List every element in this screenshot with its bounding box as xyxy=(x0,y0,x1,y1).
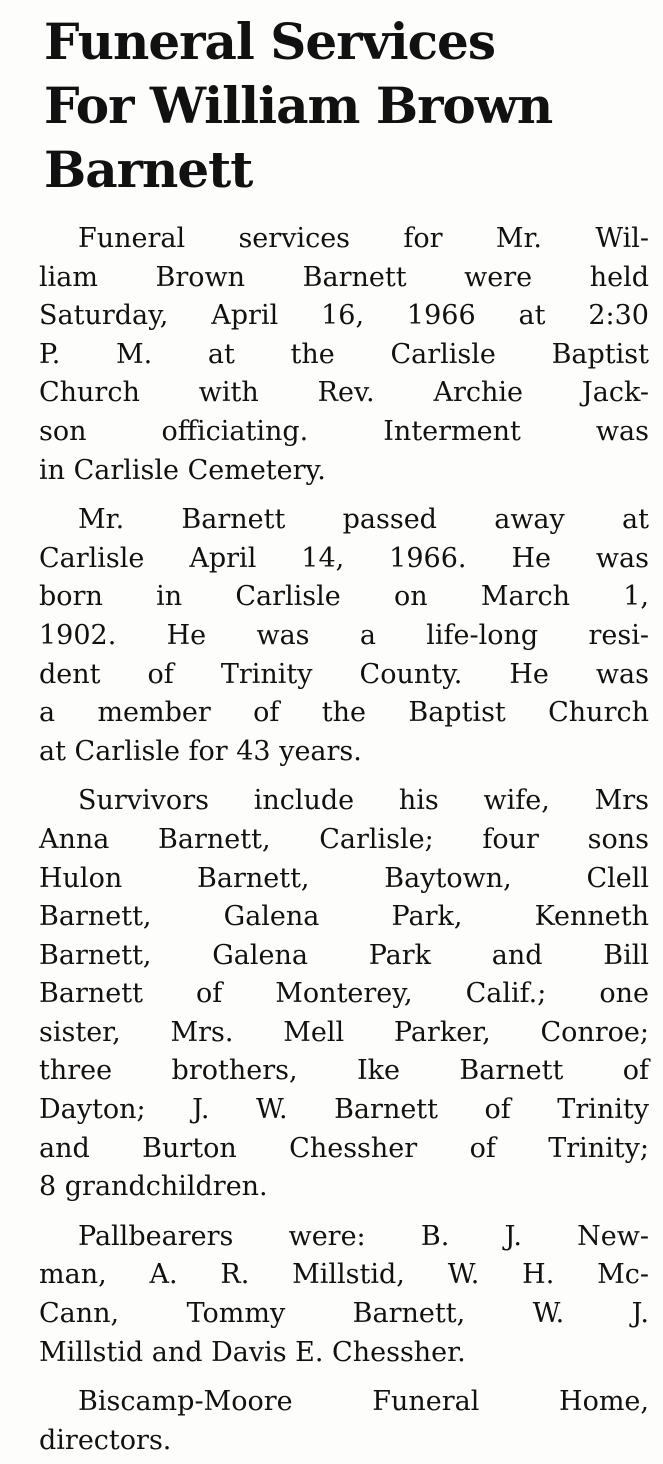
text-line: in Carlisle Cemetery. xyxy=(39,454,326,486)
text-line: and Burton Chessher of Trinity; xyxy=(39,1132,649,1164)
article-body xyxy=(39,220,649,1460)
text-line: Funeral services for Mr. Wil- xyxy=(78,223,649,254)
paragraph-directors xyxy=(39,1383,649,1460)
text-line: Dayton; J. W. Barnett of Trinity xyxy=(39,1094,649,1126)
text-line: Barnett, Galena Park and Bill xyxy=(39,939,649,971)
paragraph-services xyxy=(39,220,649,490)
text-line: Carlisle April 14, 1966. He was xyxy=(39,542,649,574)
text-line: Barnett, Galena Park, Kenneth xyxy=(39,901,649,933)
text-line: son officiating. Interment was xyxy=(39,415,649,447)
text-line: Cann, Tommy Barnett, W. J. xyxy=(39,1298,649,1330)
text-line: born in Carlisle on March 1, xyxy=(39,581,649,613)
text-line: Church with Rev. Archie Jack- xyxy=(39,377,649,409)
text-line: 1902. He was a life-long resi- xyxy=(39,619,649,651)
text-line: Millstid and Davis E. Chessher. xyxy=(39,1336,466,1368)
text-line: sister, Mrs. Mell Parker, Conroe; xyxy=(39,1016,649,1048)
paragraph-survivors xyxy=(39,782,649,1207)
headline-line: Barnett xyxy=(44,140,253,199)
text-line: Saturday, April 16, 1966 at 2:30 xyxy=(39,300,649,332)
text-line: at Carlisle for 43 years. xyxy=(39,735,362,767)
text-line: Barnett of Monterey, Calif.; one xyxy=(39,978,649,1010)
headline xyxy=(44,10,654,202)
text-line: dent of Trinity County. He was xyxy=(39,658,649,690)
text-line: Biscamp-Moore Funeral Home, xyxy=(78,1386,649,1418)
text-line: Mr. Barnett passed away at xyxy=(78,504,649,536)
text-line: directors. xyxy=(39,1424,172,1456)
text-line: Anna Barnett, Carlisle; four sons xyxy=(39,823,649,855)
paragraph-death xyxy=(39,501,649,771)
text-line: Hulon Barnett, Baytown, Clell xyxy=(39,862,649,894)
text-line: man, A. R. Millstid, W. H. Mc- xyxy=(39,1259,649,1291)
text-line: three brothers, Ike Barnett of xyxy=(39,1055,649,1087)
text-line: Pallbearers were: B. J. New- xyxy=(78,1220,649,1252)
text-line: liam Brown Barnett were held xyxy=(39,261,649,293)
text-line: P. M. at the Carlisle Baptist xyxy=(39,338,649,370)
paragraph-pallbearers xyxy=(39,1218,649,1372)
headline-line: Funeral Services xyxy=(44,12,495,71)
headline-line: For William Brown xyxy=(44,76,553,135)
text-line: 8 grandchildren. xyxy=(39,1171,268,1203)
text-line: Survivors include his wife, Mrs xyxy=(78,785,649,817)
text-line: a member of the Baptist Church xyxy=(39,697,649,729)
